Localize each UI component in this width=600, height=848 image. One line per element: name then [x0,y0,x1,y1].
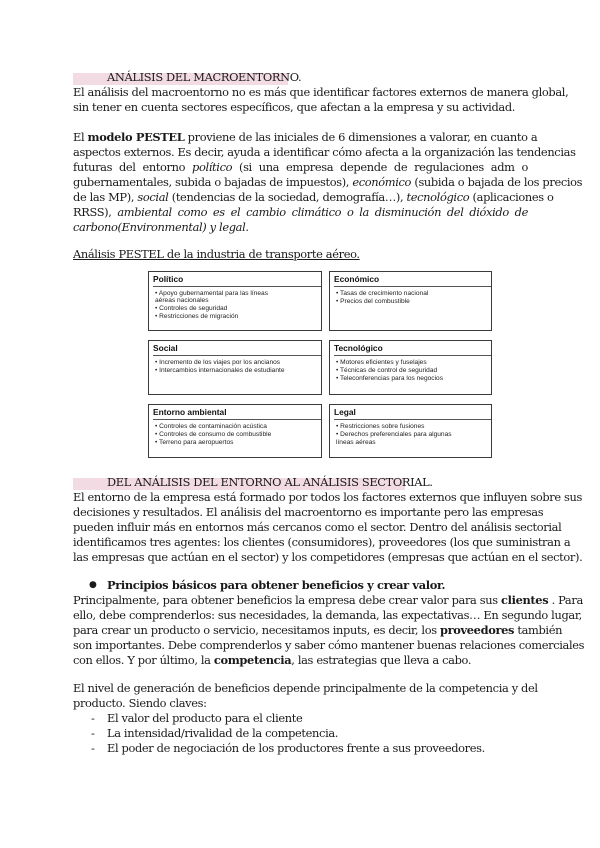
text-line: Principalmente, para obtener beneficios la empresa debe crear valor para sus clientes . Para [73,593,583,607]
box-item: • Controles de consumo de combustible [155,431,272,438]
intro-paragraph [73,85,569,115]
box-divider [334,355,491,356]
box-title: Tecnológico [334,343,383,353]
list-item: El valor del producto para el cliente [107,711,303,725]
section-heading-sectorial: DEL ANÁLISIS DEL ENTORNO AL ANÁLISIS SECTORIAL. [107,475,433,489]
text-line: ello, debe comprenderlos: sus necesidades, la demanda, las expectativas… En segundo lugar, [73,608,582,622]
text-line: RRSS), ambiental como es el cambio climático o la disminución del dióxido de [73,205,528,219]
bullet-icon: ● [89,580,97,590]
text-line: son importantes. Debe comprenderlos y saber cómo mantener buenas relaciones comerciales [73,638,585,652]
pestel-box-politico [148,271,322,331]
text-line: gubernamentales, subida o bajadas de impuestos), económico (subida o bajada de los precios [73,175,583,189]
text-line: aspectos externos. Es decir, ayuda a identificar cómo afecta a la organización las tendencias [73,145,576,159]
text-line: para crear un producto o servicio, necesitamos inputs, es decir, los proveedores también [73,623,563,637]
text-line: El modelo PESTEL proviene de las iniciales de 6 dimensiones a valorar, en cuanto a [73,130,538,144]
entorno-paragraph [73,490,583,565]
text-line: las empresas que actúan en el sector) y los competidores (empresas que actúan en el sector). [73,550,583,564]
box-item: • Motores eficientes y fuselajes [336,359,427,366]
box-divider [334,419,491,420]
box-title: Entorno ambiental [153,407,227,417]
box-item: • Apoyo gubernamental para las líneas [155,290,269,297]
pestel-box-ambiental [148,404,322,458]
list-item: El poder de negociación de los productores frente a sus proveedores. [107,741,485,755]
box-item: aéreas nacionales [155,297,209,304]
text-line: sin tener en cuenta sectores específicos, que afectan a la empresa y su actividad. [73,100,516,114]
box-item: • Tasas de crecimiento nacional [336,290,429,297]
principios-paragraph [73,593,585,668]
pestel-box-social [148,340,322,395]
pestel-box-tecnologico [329,340,492,395]
box-item: • Derechos preferenciales para algunas [336,431,452,438]
text-line: pueden influir más en entornos más cercanos como el sector. Dentro del análisis sectorial [73,520,562,534]
box-item: • Terreno para aeropuertos [155,439,234,446]
box-divider [334,286,491,287]
dash-marker: - [91,711,95,725]
text-line: El nivel de generación de beneficios depende principalmente de la competencia y del [73,681,538,695]
list-item: La intensidad/rivalidad de la competencia. [107,726,339,740]
section-heading-macroentorno: ANÁLISIS DEL MACROENTORNO. [107,70,302,84]
pestel-caption: Análisis PESTEL de la industria de transporte aéreo. [73,247,360,261]
box-item: • Restricciones de migración [155,313,239,320]
text-line: El análisis del macroentorno no es más que identificar factores externos de manera global, [73,85,569,99]
text-line: decisiones y resultados. El análisis del macroentorno es importante pero las empresas [73,505,544,519]
box-title: Económico [334,274,380,284]
principios-heading: Principios básicos para obtener beneficios y crear valor. [107,578,446,592]
box-title: Social [153,343,178,353]
text-line: carbono(Environmental) y legal. [73,220,249,234]
box-divider [153,355,321,356]
box-item: • Incremento de los viajes por los ancianos [155,359,281,366]
dash-marker: - [91,726,95,740]
box-item: • Controles de seguridad [155,305,228,312]
pestel-box-economico [329,271,492,331]
box-title: Legal [334,407,356,417]
box-divider [153,419,321,420]
text-line: producto. Siendo claves: [73,696,207,710]
box-item: • Precios del combustible [336,298,410,305]
box-divider [153,286,321,287]
text-line: futuras del entorno político (si una empresa depende de regulaciones adm o [73,160,528,174]
text-line: con ellos. Y por último, la competencia, las estrategias que lleva a cabo. [73,653,472,667]
box-item: • Técnicas de control de seguridad [336,367,438,374]
box-item: • Teleconferencias para los negocios [336,375,444,382]
text-line: El entorno de la empresa está formado por todos los factores externos que influyen sobre sus [73,490,583,504]
dash-marker: - [91,741,95,755]
box-item: • Controles de contaminación acústica [155,423,267,430]
box-title: Político [153,274,184,284]
pestel-box-legal [329,404,492,458]
text-line: de las MP), social (tendencias de la sociedad, demografía…), tecnológico (aplicaciones o [73,190,554,204]
beneficios-paragraph [73,681,538,711]
text-line: identificamos tres agentes: los clientes (consumidores), proveedores (los que suministran a [73,535,571,549]
box-item: • Restricciones sobre fusiones [336,423,425,430]
box-item: líneas aéreas [336,439,376,446]
pestel-paragraph [73,130,583,235]
box-item: • Intercambios internacionales de estudiante [155,367,285,374]
